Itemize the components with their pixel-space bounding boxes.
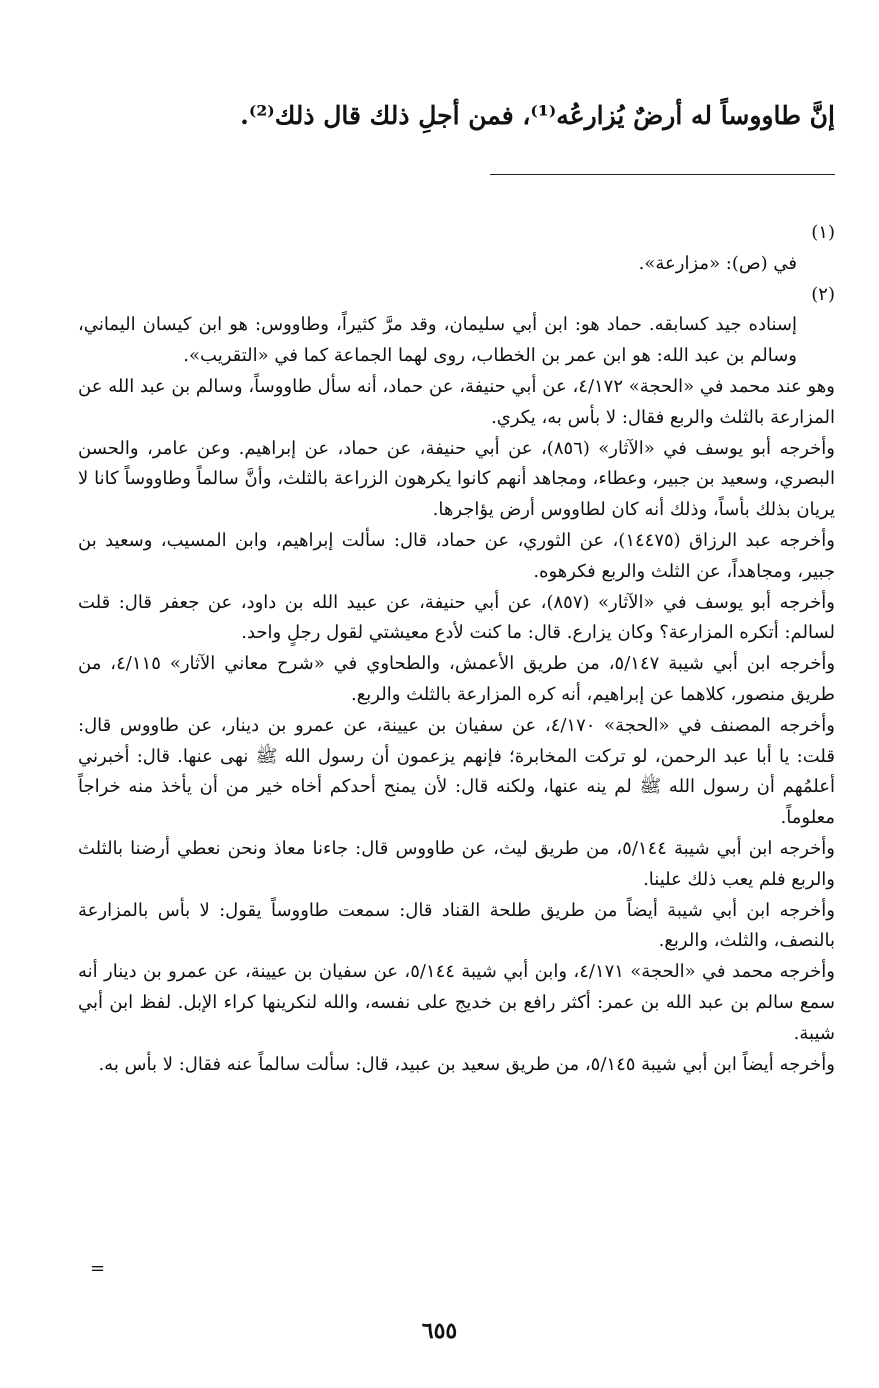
footnote-paragraph: وأخرجه أيضاً ابن أبي شيبة ٥/١٤٥، من طريق سعيد بن عبيد، قال: سألت سالماً عنه فقال: لا بأس به. — [98, 1053, 835, 1075]
page-number: ٦٥٥ — [421, 1318, 458, 1344]
footnote-body — [78, 249, 797, 280]
continuation-mark: = — [90, 1258, 106, 1279]
footnote-paragraph: وأخرجه أبو يوسف في «الآثار» (٨٥٧)، عن أبي حنيفة، عن عبيد الله بن داود، عن جعفر قال: قلت لسالم: أتكره المزارعة؟ وكان يزارع. قال: ما كنت لأدع معيشتي لقول رجلٍ واحد. — [78, 591, 835, 644]
footnote-paragraph: وأخرجه أبو يوسف في «الآثار» (٨٥٦)، عن أبي حنيفة، عن حماد، عن إبراهيم. وعن عامر، والحسن البصري، وسعيد بن جبير، وعطاء، ومجاهد أنهم كانوا يكرهون الزراعة بالثلث، وأنَّ سالماً وطاووساً كانا لا يريان بذلك بأساً، وذلك أنه كان لطاووس أرض يؤاجرها. — [78, 437, 835, 521]
footnote-paragraph: وأخرجه المصنف في «الحجة» ٤/١٧٠، عن سفيان بن عيينة، عن عمرو بن دينار، عن طاووس قال: قلت: يا أبا عبد الرحمن، لو تركت المخابرة؛ فإنهم يزعمون أن رسول الله ﷺ نهى عنها. قال: أخبرني أعلمُهم أن رسول الله ﷺ لم ينه عنها، ولكنه قال: لأن يمنح أحدكم أخاه خير من أن يأخذ منه خراجاً معلوماً. — [78, 714, 835, 829]
footnote-paragraph: وأخرجه عبد الرزاق (١٤٤٧٥)، عن الثوري، عن حماد، قال: سألت إبراهيم، وابن المسيب، وسعيد بن جبير، ومجاهداً، عن الثلث والربع فكرهوه. — [78, 529, 835, 582]
footnote-paragraph: وهو عند محمد في «الحجة» ٤/١٧٢، عن أبي حنيفة، عن حماد، أنه سأل طاووساً، وسالم بن عبد الله عن المزارعة بالثلث والربع فقال: لا بأس به، يكري. — [78, 375, 835, 428]
footnote-paragraph: وأخرجه محمد في «الحجة» ٤/١٧١، وابن أبي شيبة ٥/١٤٤، عن سفيان بن عيينة، عن عمرو بن دينار أنه سمع سالم بن عبد الله بن عمر: أكثر رافع بن خديج على نفسه، والله لنكرينها كراء الإبل. لفظ ابن أبي شيبة. — [78, 961, 836, 1044]
footnote-separator — [490, 174, 835, 175]
footnotes — [78, 218, 835, 1080]
footnote-paragraph: وأخرجه ابن أبي شيبة ٥/١٤٤، من طريق ليث، عن طاووس قال: جاءنا معاذ ونحن نعطي أرضنا بالثلث والربع فلم يعب ذلك علينا. — [78, 837, 835, 890]
footnote-marker: (٢) — [811, 283, 835, 305]
footnote-marker: (١) — [811, 222, 835, 243]
footnote-paragraph: إسناده جيد كسابقه. حماد هو: ابن أبي سليمان، وقد مرَّ كثيراً، وطاووس: هو ابن كيسان اليماني، وسالم بن عبد الله: هو ابن عمر بن الخطاب، روى لهما الجماعة كما في «التقريب». — [78, 314, 797, 367]
footnote-paragraph: في (ص): «مزارعة». — [638, 252, 797, 274]
main-text: إنَّ طاووساً له أرضٌ يُزارعُه⁽¹⁾، فمن أجلِ ذلك قال ذلك⁽²⁾. — [240, 101, 835, 130]
footnote — [78, 280, 835, 1081]
footnote-paragraph: وأخرجه ابن أبي شيبة ٥/١٤٧، من طريق الأعمش، والطحاوي في «شرح معاني الآثار» ٤/١١٥، من طريق منصور، كلاهما عن إبراهيم، أنه كره المزارعة بالثلث والربع. — [78, 653, 836, 705]
footnote-paragraph: وأخرجه ابن أبي شيبة أيضاً من طريق طلحة القناد قال: سمعت طاووساً يقول: لا بأس بالمزارعة بالنصف، والثلث، والربع. — [78, 899, 835, 952]
footnote — [78, 218, 835, 280]
footnote-body — [78, 310, 836, 1080]
